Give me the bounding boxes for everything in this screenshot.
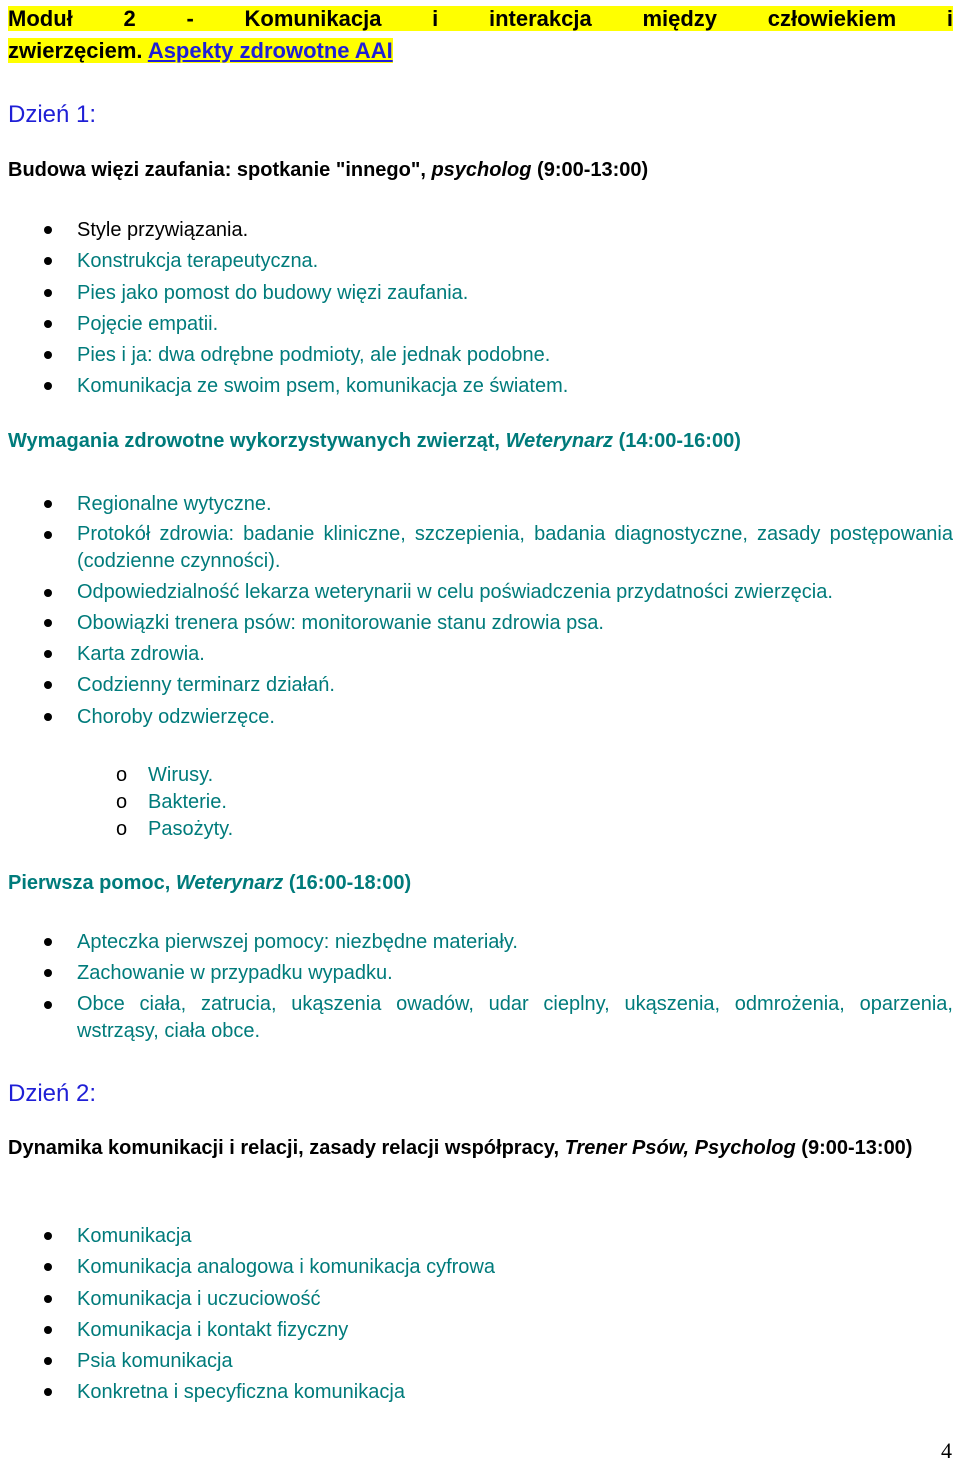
day1-section1-heading: Budowa więzi zaufania: spotkanie "innego", psycholog (9:00-13:00) bbox=[8, 159, 649, 181]
day1-section1-list bbox=[8, 216, 953, 404]
list-item: Komunikacja i kontakt fizyczny bbox=[8, 1316, 953, 1344]
page-number: 4 bbox=[941, 1438, 952, 1463]
module-title-link[interactable]: Aspekty zdrowotne AAI bbox=[147, 38, 393, 63]
list-item: Komunikacja ze swoim psem, komunikacja ze światem. bbox=[8, 372, 953, 400]
list-item: Konstrukcja terapeutyczna. bbox=[8, 247, 953, 275]
bullet-icon bbox=[44, 1357, 52, 1365]
list-item: Karta zdrowia. bbox=[8, 640, 953, 668]
bullet-icon bbox=[44, 938, 52, 946]
day2-heading: Dzień 2: bbox=[8, 1080, 97, 1107]
list-item: Protokół zdrowia: badanie kliniczne, szczepienia, badania diagnostyczne, zasady postępowania (codzienne czynności). bbox=[8, 521, 953, 575]
bullet-icon bbox=[44, 289, 52, 297]
list-item: Choroby odzwierzęce. bbox=[8, 703, 953, 731]
bullet-icon bbox=[44, 1232, 52, 1240]
sublist-item: o Bakterie. bbox=[116, 791, 227, 813]
day1-section2-list bbox=[8, 490, 953, 734]
list-item: Regionalne wytyczne. bbox=[8, 490, 953, 518]
bullet-icon bbox=[44, 1001, 52, 1009]
bullet-icon bbox=[44, 1295, 52, 1303]
bullet-icon bbox=[44, 619, 52, 627]
bullet-icon bbox=[44, 650, 52, 658]
bullet-icon bbox=[44, 531, 52, 539]
list-item: Pojęcie empatii. bbox=[8, 310, 953, 338]
day1-section2-sublist bbox=[8, 762, 233, 843]
list-item: Pies jako pomost do budowy więzi zaufania. bbox=[8, 279, 953, 307]
list-item: Codzienny terminarz działań. bbox=[8, 671, 953, 699]
bullet-icon bbox=[44, 1263, 52, 1271]
day1-heading: Dzień 1: bbox=[8, 101, 97, 128]
list-item: Konkretna i specyficzna komunikacja bbox=[8, 1378, 953, 1406]
list-item: Obowiązki trenera psów: monitorowanie stanu zdrowia psa. bbox=[8, 609, 953, 637]
sublist-item: o Wirusy. bbox=[116, 764, 214, 786]
bullet-icon bbox=[44, 320, 52, 328]
bullet-icon bbox=[44, 1388, 52, 1396]
bullet-icon bbox=[44, 382, 52, 390]
list-item: Zachowanie w przypadku wypadku. bbox=[8, 959, 953, 987]
bullet-icon bbox=[44, 969, 52, 977]
module-title-line2 bbox=[8, 36, 393, 66]
list-item: Obce ciała, zatrucia, ukąszenia owadów, udar cieplny, ukąszenia, odmrożenia, oparzenia, wstrząsy, ciała obce. bbox=[8, 991, 953, 1045]
module-title-text: Moduł 2 - Komunikacja i interakcja między człowiekiem i bbox=[8, 6, 953, 31]
list-item: Odpowiedzialność lekarza weterynarii w celu poświadczenia przydatności zwierzęcia. bbox=[8, 579, 953, 606]
bullet-icon bbox=[44, 589, 52, 597]
day2-section1-heading: Dynamika komunikacji i relacji, zasady relacji współpracy, Trener Psów, Psycholog (9:00-13:00) bbox=[8, 1137, 913, 1159]
list-item: Apteczka pierwszej pomocy: niezbędne materiały. bbox=[8, 928, 953, 956]
module-title-continuation: zwierzęciem. bbox=[8, 38, 143, 63]
day1-section3-heading: Pierwsza pomoc, Weterynarz (16:00-18:00) bbox=[8, 872, 412, 894]
bullet-icon bbox=[44, 226, 52, 234]
list-item: Komunikacja analogowa i komunikacja cyfrowa bbox=[8, 1253, 953, 1281]
day1-section3-list bbox=[8, 928, 953, 1048]
module-title-line1 bbox=[8, 4, 953, 34]
list-item: Komunikacja bbox=[8, 1222, 953, 1250]
bullet-icon bbox=[44, 1326, 52, 1334]
list-item: Pies i ja: dwa odrębne podmioty, ale jednak podobne. bbox=[8, 341, 953, 369]
bullet-icon bbox=[44, 351, 52, 359]
bullet-icon bbox=[44, 713, 52, 721]
day1-section2-heading: Wymagania zdrowotne wykorzystywanych zwierząt, Weterynarz (14:00-16:00) bbox=[8, 430, 741, 452]
bullet-icon bbox=[44, 500, 52, 508]
sublist-item: o Pasożyty. bbox=[116, 818, 234, 840]
list-item: Komunikacja i uczuciowość bbox=[8, 1285, 953, 1313]
list-item: Style przywiązania. bbox=[8, 216, 953, 244]
list-item: Psia komunikacja bbox=[8, 1347, 953, 1375]
bullet-icon bbox=[44, 257, 52, 265]
bullet-icon bbox=[44, 681, 52, 689]
day2-section1-list bbox=[8, 1222, 953, 1410]
